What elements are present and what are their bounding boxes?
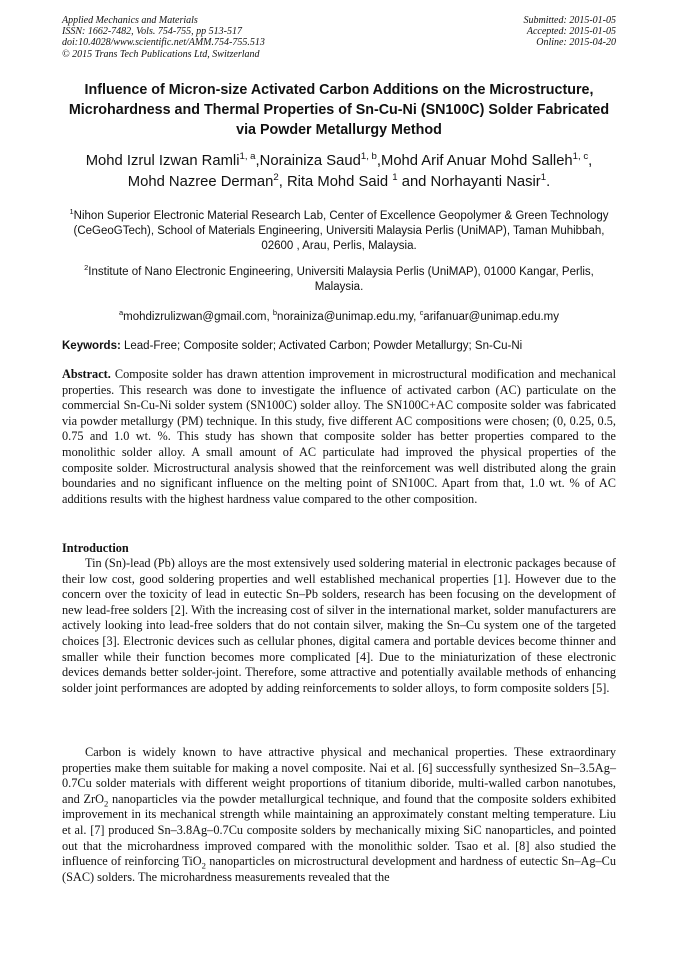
- affiliation-text: Nihon Superior Electronic Material Research Lab, Center of Excellence Geopolymer & Green Technology (CeGeoGTech), School of Materials Engineering, Universiti Malaysia Perlis (UniMAP), Taman Muhibbah, 02600 , Arau, Perlis, Malaysia.: [73, 210, 609, 252]
- section-heading-introduction: Introduction: [62, 541, 129, 555]
- email-address[interactable]: mohdizrulizwan@gmail.com: [123, 311, 267, 323]
- affiliation-mark: 2: [84, 263, 89, 273]
- subscript: 2: [103, 798, 109, 809]
- paragraph-text: Carbon is widely known to have attractive physical and mechanical properties. These extraordinary properties make them suitable for making a novel composite. Nai et al. [6] successfully synthesized Sn–3.5Ag–0.7Cu solder materials with different weight proportions of titanium diboride, multi-walled carbon nanotubes, and ZrO: [62, 745, 616, 806]
- paragraph-text: nanoparticles on microstructural development and hardness of eutectic Sn–Ag–Cu (SAC) solders. The microhardness measurements revealed that the: [62, 854, 616, 884]
- author-affil-mark: 1, c: [572, 151, 589, 163]
- online-date: Online: 2015-04-20: [536, 37, 616, 49]
- paragraph-text: nanoparticles via the powder metallurgical technique, and found that the composite solders exhibited improvement in its mechanical strength while maintaining an approximately constant melting temperature. Liu et al. [7] produced Sn–3.8Ag–0.7Cu composite solders by mechanically mixing SiC nanoparticles, and pointed out that the microhardness improved compared with the monolithic solder. Tsao et al. [8] also studied the influence of reinforcing TiO: [62, 791, 616, 869]
- author-affil-mark: 1: [540, 171, 547, 183]
- keywords: [62, 339, 616, 354]
- author-name: Mohd Izrul Izwan Ramli: [85, 153, 240, 169]
- affiliation-mark: 1: [69, 207, 74, 217]
- author-name: Rita Mohd Said: [286, 173, 389, 190]
- email-mark: b: [272, 308, 278, 318]
- paper-title: Influence of Micron-size Activated Carbon Additions on the Microstructure, Microhardness and Thermal Properties of Sn-Cu-Ni (SN100C) Solder Fabricated via Powder Metallurgy Method: [68, 82, 610, 138]
- journal-header-left: [62, 15, 265, 60]
- journal-copyright: © 2015 Trans Tech Publications Ltd, Switzerland: [62, 48, 260, 60]
- journal-name: Applied Mechanics and Materials: [62, 15, 198, 26]
- accepted-date: Accepted: 2015-01-05: [526, 26, 616, 38]
- email-mark: c: [419, 308, 424, 318]
- keywords-label: Keywords:: [62, 340, 121, 352]
- email-list: $^a$mohdizrulizwan@gmail.com, $^b$norainiza@unimap.edu.my, $^c$arifanuar@unimap.edu.my: [119, 308, 559, 323]
- abstract: [62, 367, 616, 507]
- email-mark: a: [119, 308, 124, 318]
- keywords-text: Lead-Free; Composite solder; Activated Carbon; Powder Metallurgy; Sn-Cu-Ni: [124, 340, 523, 352]
- author-list: Mohd Izrul Izwan Ramli$^{1, a}$,Norainiza Saud$^{1, b}$,Mohd Arif Anuar Mohd Salleh$^{1, c}$, Mohd Nazree Derman$^2$, Rita Mohd Said $^1$ and Norhayanti Nasir$^1$.: [85, 151, 593, 190]
- abstract-label: Abstract.: [62, 367, 111, 381]
- author-affil-mark: 2: [273, 171, 279, 183]
- author-affil-mark: 1, a: [239, 151, 256, 163]
- author-affil-mark: 1: [392, 171, 398, 183]
- intro-paragraph-2: [62, 745, 616, 885]
- author-name: Norainiza Saud: [259, 153, 361, 169]
- journal-issn: ISSN: 1662-7482, Vols. 754-755, pp 513-517: [62, 26, 242, 38]
- abstract-text: Composite solder has drawn attention improvement in microstructural modification and mechanical properties. This research was done to investigate the influence of activated carbon (AC) particulate on the commercial Sn-Cu-Ni solder system (SN100C) solder alloy. The SN100C+AC composite solder was fabricated via powder metallurgy (PM) technique. In this study, five different AC compositions were chosen; (0, 0.25, 0.5, 0.75 and 1.0 wt. %. This study has shown that composite solder has better properties compared to the monolithic solder alloy. A small amount of AC particulate had improved the physical properties of the composite solder. Microstructural analysis showed that the reinforcement was well distributed along the grain boundaries and no significant influence on the melting point of SN100C. Apart from that, 1.0 wt. % of AC additions results with the highest hardness value compared to the other composition.: [62, 367, 616, 506]
- journal-doi[interactable]: doi:10.4028/www.scientific.net/AMM.754-755.513: [62, 37, 265, 49]
- email-address[interactable]: arifanuar@unimap.edu.my: [423, 311, 559, 323]
- submitted-date: Submitted: 2015-01-05: [523, 15, 616, 26]
- subscript: 2: [201, 860, 206, 871]
- author-name: Mohd Arif Anuar Mohd Salleh: [381, 153, 573, 169]
- journal-header-right: [524, 15, 617, 49]
- author-name: Norhayanti Nasir: [430, 173, 541, 190]
- affiliation-2: [62, 265, 616, 295]
- email-address[interactable]: norainiza@unimap.edu.my: [277, 311, 414, 323]
- intro-paragraph-1: Tin (Sn)-lead (Pb) alloys are the most extensively used soldering material in electronic packages because of their low cost, good soldering properties and well established mechanical properties [1]. However due to the concern over the toxicity of lead in eutectic Sn–Pb solders, research has been focusing on the development of new lead-free solders [2]. With the increasing cost of silver in the international market, solder manufacturers are actively looking into lead-free solders that do not contain silver, making the Sn–Cu system one of the targeted choices [3]. Electronic devices such as cellular phones, digital camera and portable devices become thinner and smaller while their function becomes more complicated [4]. Due to the miniaturization of these electronic devices demands better solder-joint. Therefore, some attractive and potentially available methods of enhancing solder joint performances are adopted by adding reinforcements to solder alloys, to form composite solders [5].: [62, 556, 616, 695]
- affiliation-1: [62, 209, 616, 253]
- author-name: Mohd Nazree Derman: [127, 173, 274, 190]
- author-affil-mark: 1, b: [360, 151, 377, 163]
- affiliation-text: Institute of Nano Electronic Engineering, Universiti Malaysia Perlis (UniMAP), 01000 Kangar, Perlis, Malaysia.: [88, 266, 594, 293]
